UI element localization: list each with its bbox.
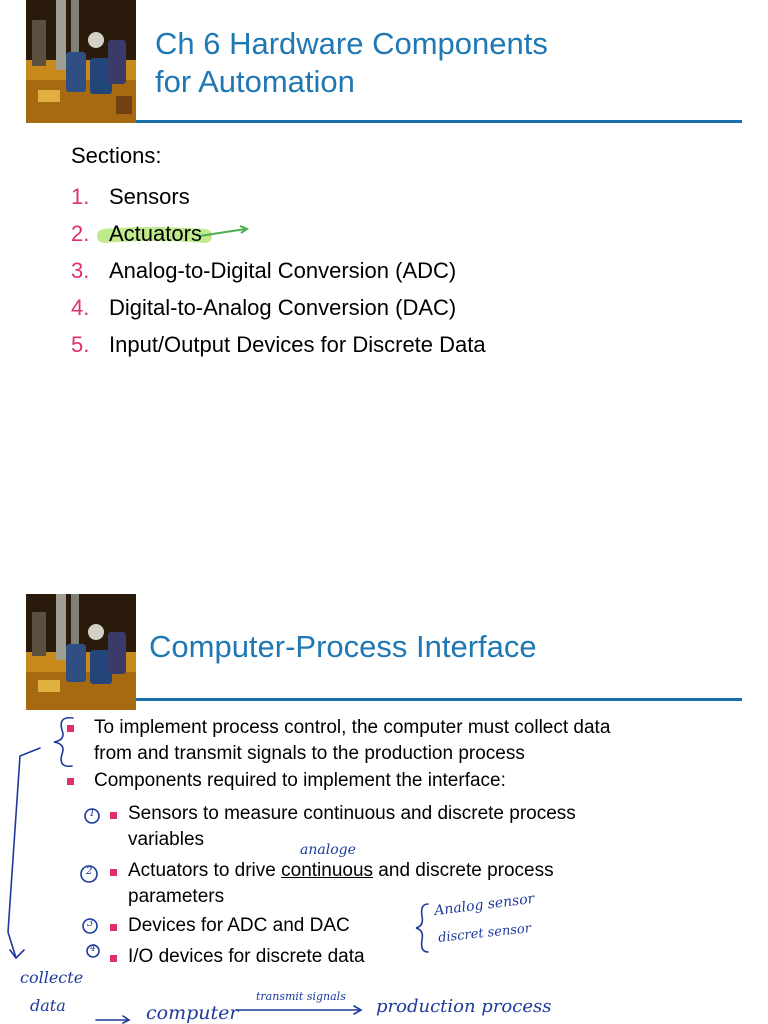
slide-title: Computer-Process Interface <box>149 629 537 664</box>
bullet-text: Components required to implement the interface: <box>94 770 506 791</box>
handwritten-circle-number: 1 <box>89 808 96 819</box>
handwritten-note: data <box>30 996 66 1015</box>
sections-list <box>71 178 486 363</box>
handwritten-note: production process <box>376 996 552 1017</box>
handwritten-circle-number: 4 <box>90 944 96 954</box>
handwriting-strokes <box>0 512 768 1024</box>
handwritten-note: Analog sensor <box>433 890 536 920</box>
handwritten-circle-number: 3 <box>87 918 94 929</box>
sub-bullet-text: Actuators to drive continuous and discrete process parameters <box>128 860 554 907</box>
handwritten-note: discret sensor <box>437 921 532 946</box>
list-item: 2. Actuators <box>71 221 202 246</box>
sub-bullet-text: I/O devices for discrete data <box>128 946 365 967</box>
list-item: 4. Digital-to-Analog Conversion (DAC) <box>71 295 457 320</box>
list-item: 1. Sensors <box>71 184 190 209</box>
sections-label: Sections: <box>71 143 162 168</box>
bullet-text: To implement process control, the computer must collect data from and transmit signals to the production process <box>94 717 611 764</box>
slide-2 <box>0 512 768 1024</box>
handwritten-note: collecte <box>20 968 84 987</box>
handwritten-note: computer <box>146 1002 239 1024</box>
sub-bullet-text: Sensors to measure continuous and discrete process variables <box>128 803 576 850</box>
title-line-2: for Automation <box>155 64 355 99</box>
handwritten-note: transmit signals <box>256 990 346 1003</box>
list-item: 3. Analog-to-Digital Conversion (ADC) <box>71 258 457 283</box>
handwritten-note: analoge <box>300 842 356 858</box>
handwritten-circle-number: 2 <box>86 866 93 877</box>
sub-bullet-text: Devices for ADC and DAC <box>128 915 350 936</box>
list-item: 5. Input/Output Devices for Discrete Data <box>71 332 486 357</box>
title-line-1: Ch 6 Hardware Components <box>155 26 548 61</box>
